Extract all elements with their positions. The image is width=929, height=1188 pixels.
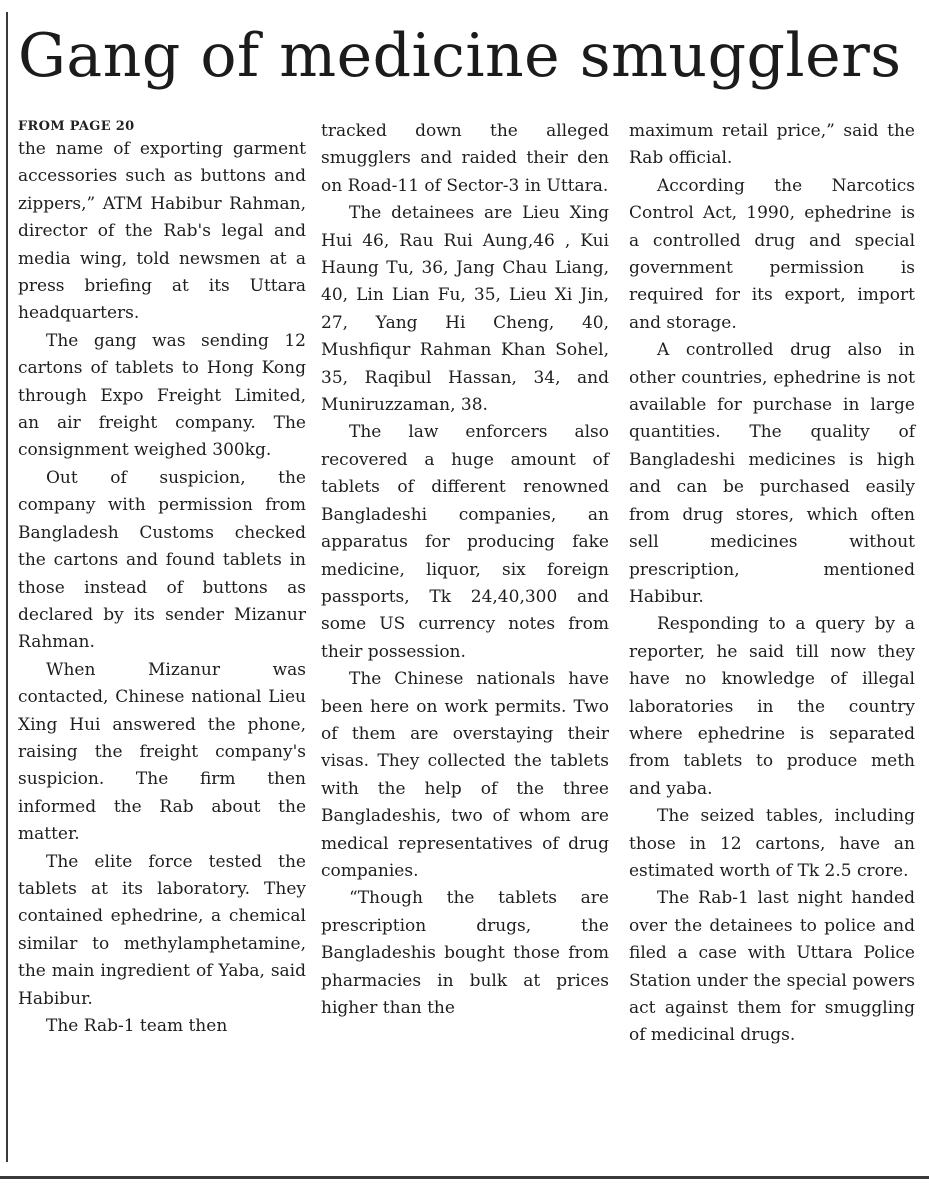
- paragraph: According the Narcotics Control Act, 1990, ephedrine is a controlled drug and special government permission is required for its export, import and storage.: [629, 175, 915, 333]
- paragraph: When Mizanur was contacted, Chinese national Lieu Xing Hui answered the phone, raising the freight company's suspicion. The firm then informed the Rab about the matter.: [18, 659, 306, 845]
- column-rule-left: [6, 12, 8, 1162]
- paragraph: maximum retail price,” said the Rab official.: [629, 121, 915, 169]
- paragraph: The seized tables, including those in 12 cartons, have an estimated worth of Tk 2.5 crore.: [629, 806, 915, 881]
- paragraph: tracked down the alleged smugglers and raided their den on Road-11 of Sector-3 in Uttara.: [321, 121, 609, 196]
- paragraph: Out of suspicion, the company with permission from Bangladesh Customs checked the cartons and found tablets in those instead of buttons as declared by its sender Mizanur Rahman.: [18, 467, 306, 653]
- headline: Gang of medicine smugglers: [18, 21, 902, 91]
- paragraph: Responding to a query by a reporter, he said till now they have no knowledge of illegal laboratories in the country where ephedrine is separated from tablets to produce meth and yaba.: [629, 614, 915, 799]
- paragraph: “Though the tablets are prescription drugs, the Bangladeshis bought those from pharmacies in bulk at prices higher than the: [321, 888, 609, 1018]
- article-column-3: [629, 118, 915, 1050]
- bottom-rule: [0, 1176, 929, 1179]
- article-column-2: [321, 118, 609, 1022]
- paragraph: The Rab-1 last night handed over the detainees to police and filed a case with Uttara Police Station under the special powers act against them for smuggling of medicinal drugs.: [629, 888, 915, 1046]
- paragraph: The elite force tested the tablets at its laboratory. They contained ephedrine, a chemical similar to methylamphetamine, the main ingredient of Yaba, said Habibur.: [18, 851, 306, 1009]
- paragraph: The gang was sending 12 cartons of tablets to Hong Kong through Expo Freight Limited, an air freight company. The consignment weighed 300kg.: [18, 330, 306, 461]
- paragraph: The detainees are Lieu Xing Hui 46, Rau Rui Aung,46 , Kui Haung Tu, 36, Jang Chau Liang, 40, Lin Lian Fu, 35, Lieu Xi Jin, 27, Yang Hi Cheng, 40, Mushfiqur Rahman Khan Sohel, 35, Raqibul Hassan, 34, and Muniruzzaman, 38.: [321, 203, 609, 416]
- paragraph: A controlled drug also in other countries, ephedrine is not available for purchase in large quantities. The quality of Bangladeshi medicines is high and can be purchased easily from drug stores, which often sell medicines without prescription, mentioned Habibur.: [629, 340, 915, 607]
- continued-from-label: FROM PAGE 20: [18, 119, 135, 134]
- paragraph: The law enforcers also recovered a huge amount of tablets of different renowned Bangladeshi companies, an apparatus for producing fake medicine, liquor, six foreign passports, Tk 24,40,300 and some US currency notes from their possession.: [321, 422, 609, 662]
- paragraph: The Rab-1 team then: [46, 1016, 228, 1036]
- article-column-1: [18, 118, 306, 1040]
- paragraph: The Chinese nationals have been here on work permits. Two of them are overstaying their visas. They collected the tablets with the help of the three Bangladeshis, two of whom are medical representatives of drug companies.: [321, 669, 609, 881]
- paragraph: the name of exporting garment accessories such as buttons and zippers,” ATM Habibur Rahman, director of the Rab's legal and media wing, told newsmen at a press briefing at its Uttara headquarters.: [18, 139, 306, 324]
